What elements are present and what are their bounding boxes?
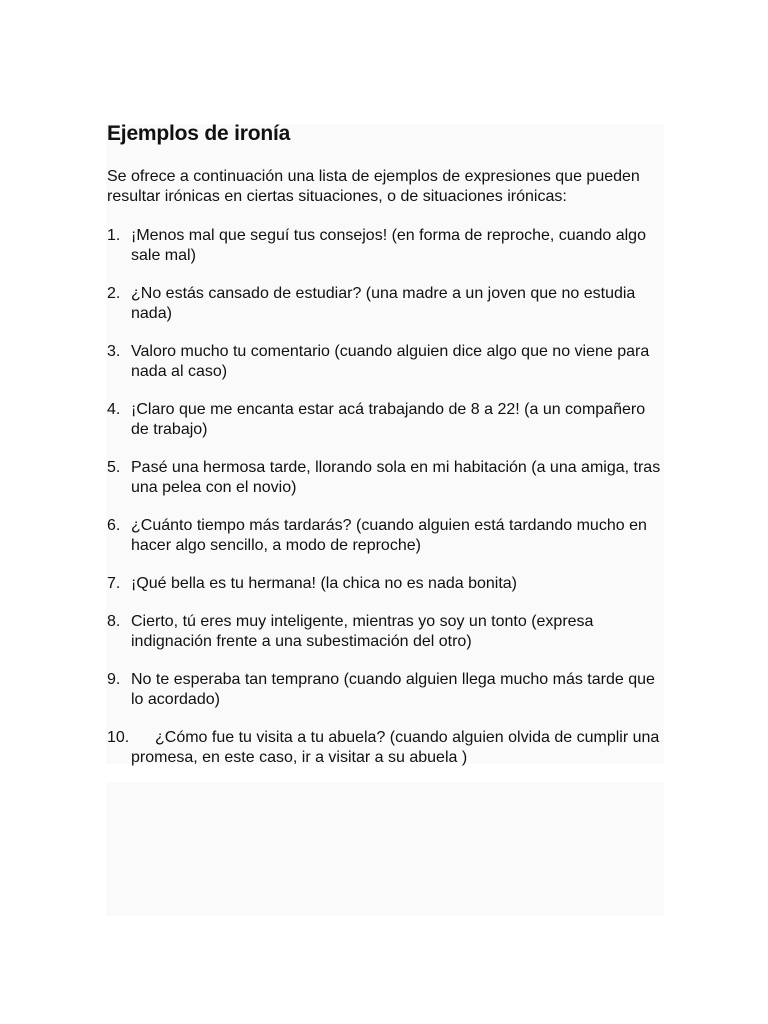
list-item-number: 10. [107, 729, 130, 746]
list-item-number: 8. [107, 613, 121, 630]
list-item-text: ¿Cuánto tiempo más tardarás? (cuando alguien está tardando mucho en hacer algo sencillo, a modo de reproche) [131, 517, 647, 554]
list-item-text: No te esperaba tan temprano (cuando alguien llega mucho más tarde que lo acordado) [131, 671, 655, 708]
list-item-number: 1. [107, 227, 121, 244]
list-item-text: ¿No estás cansado de estudiar? (una madre a un joven que no estudia nada) [131, 285, 636, 322]
list-item-number: 3. [107, 343, 121, 360]
list-item-number: 7. [107, 575, 121, 592]
list-item-number: 5. [107, 459, 121, 476]
list-item-text: Cierto, tú eres muy inteligente, mientras yo soy un tonto (expresa indignación frente a una subestimación del otro) [131, 613, 594, 650]
list-item-text: Pasé una hermosa tarde, llorando sola en mi habitación (a una amiga, tras una pelea con el novio) [131, 459, 661, 496]
list-item-number: 6. [107, 517, 121, 534]
page-panel-bottom [106, 782, 664, 916]
list-item [107, 670, 667, 710]
list-item-number: 4. [107, 401, 121, 418]
list-item-text: Valoro mucho tu comentario (cuando alguien dice algo que no viene para nada al caso) [131, 343, 650, 380]
list-item [107, 400, 667, 440]
list-item [107, 284, 667, 324]
examples-list [107, 226, 667, 768]
document-title: Ejemplos de ironía [107, 122, 291, 145]
list-item-text: ¿Cómo fue tu visita a tu abuela? (cuando alguien olvida de cumplir una promesa, en este caso, ir a visitar a su abuela ) [131, 729, 660, 766]
list-item [107, 342, 667, 382]
list-item-number: 2. [107, 285, 121, 302]
list-item [107, 728, 667, 768]
list-item [107, 458, 667, 498]
list-item-text: ¡Qué bella es tu hermana! (la chica no es nada bonita) [131, 575, 518, 592]
list-item-number: 9. [107, 671, 121, 688]
list-item-text: ¡Claro que me encanta estar acá trabajando de 8 a 22! (a un compañero de trabajo) [131, 401, 646, 438]
document-content [107, 121, 667, 786]
list-item [107, 574, 667, 594]
document-intro: Se ofrece a continuación una lista de ejemplos de expresiones que pueden resultar irónicas en ciertas situaciones, o de situaciones irónicas: [107, 168, 640, 205]
list-item [107, 226, 667, 266]
list-item [107, 516, 667, 556]
list-item-text: ¡Menos mal que seguí tus consejos! (en forma de reproche, cuando algo sale mal) [131, 227, 646, 264]
list-item [107, 612, 667, 652]
